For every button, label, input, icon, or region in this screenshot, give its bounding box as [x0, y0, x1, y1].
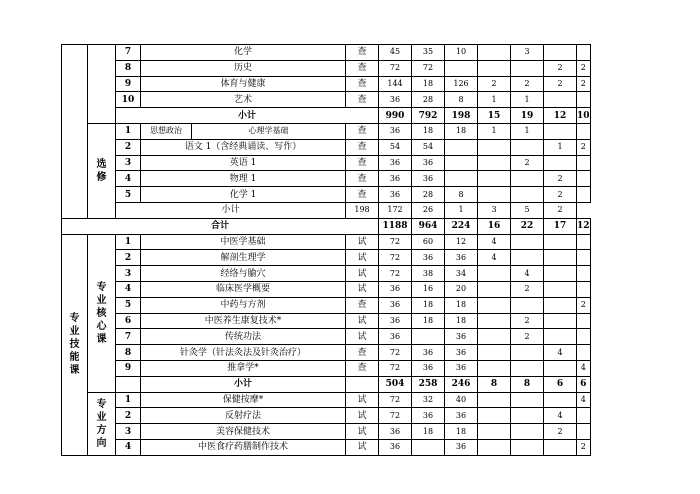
cell-total: 198 — [346, 202, 379, 218]
cell-total: 36 — [379, 424, 412, 440]
cell-total: 72 — [379, 392, 412, 408]
course-name: 临床医学概要 — [141, 281, 346, 297]
exam-type: 查 — [346, 345, 379, 361]
cell-s4 — [577, 250, 591, 266]
course-name: 保健按摩* — [141, 392, 346, 408]
cell-practice: 18 — [445, 297, 478, 313]
cell-s2 — [511, 187, 544, 203]
course-name: 化学 1 — [141, 187, 346, 203]
course-number: 1 — [116, 234, 141, 250]
cell-s1 — [478, 187, 511, 203]
category-cell — [62, 45, 88, 219]
cell-s3: 5 — [511, 202, 544, 218]
table-row — [62, 408, 591, 424]
cell-s4 — [577, 424, 591, 440]
cell-practice: 26 — [412, 202, 445, 218]
cell-theory — [412, 439, 445, 455]
exam-type: 试 — [346, 392, 379, 408]
cell-s2: 1 — [511, 92, 544, 108]
cell-s3: 2 — [544, 76, 577, 92]
cell-s1 — [478, 329, 511, 345]
cell-s2: 8 — [511, 376, 544, 392]
exam-type: 试 — [346, 424, 379, 440]
cell-s4: 2 — [577, 139, 591, 155]
course-number: 5 — [116, 187, 141, 203]
exam-type: 试 — [346, 266, 379, 282]
cell-theory: 36 — [412, 345, 445, 361]
cell-s4: 2 — [544, 202, 577, 218]
cell-s1 — [478, 392, 511, 408]
cell-s4: 2 — [577, 439, 591, 455]
cell-s3: 2 — [544, 171, 577, 187]
exam-type: 试 — [346, 329, 379, 345]
cell-s2 — [511, 139, 544, 155]
table-row — [62, 60, 591, 76]
course-number: 4 — [116, 439, 141, 455]
cell-total: 36 — [379, 155, 412, 171]
cell-theory: 18 — [412, 424, 445, 440]
course-name: 体育与健康 — [141, 76, 346, 92]
cell-total: 990 — [379, 108, 412, 124]
elective-category-label: 选修 — [96, 158, 107, 183]
cell-s2 — [511, 345, 544, 361]
cell-s3 — [544, 281, 577, 297]
cell-total: 72 — [379, 408, 412, 424]
table-row — [62, 439, 591, 455]
cell-practice — [445, 139, 478, 155]
cell-theory: 32 — [412, 392, 445, 408]
table-row — [62, 376, 591, 392]
cell-s3 — [544, 329, 577, 345]
table-row — [62, 345, 591, 361]
course-number: 8 — [116, 60, 141, 76]
table-row — [62, 171, 591, 187]
cell-theory: 54 — [412, 139, 445, 155]
cell-s1 — [478, 155, 511, 171]
course-name: 美容保健技术 — [141, 424, 346, 440]
cell-total: 72 — [379, 345, 412, 361]
cell-practice — [445, 171, 478, 187]
cell-s3: 1 — [544, 139, 577, 155]
table-row — [62, 329, 591, 345]
cell-s3 — [544, 360, 577, 376]
course-name: 推拿学* — [141, 360, 346, 376]
cell-s2 — [511, 60, 544, 76]
exam-type: 试 — [346, 408, 379, 424]
exam-type: 查 — [346, 92, 379, 108]
cell-s4 — [577, 187, 591, 203]
cell-s3: 6 — [544, 376, 577, 392]
direction-courses — [88, 392, 116, 455]
course-number: 3 — [116, 266, 141, 282]
course-number: 10 — [116, 92, 141, 108]
cell-theory: 36 — [412, 360, 445, 376]
cell-s4 — [577, 408, 591, 424]
table-row — [62, 155, 591, 171]
cell-theory: 172 — [379, 202, 412, 218]
course-name: 针灸学（针法灸法及针灸治疗） — [141, 345, 346, 361]
cell-theory: 792 — [412, 108, 445, 124]
cell-s2: 2 — [511, 155, 544, 171]
cell-s1: 1 — [445, 202, 478, 218]
course-name — [141, 123, 346, 139]
cell-s4: 2 — [577, 60, 591, 76]
cell-total: 54 — [379, 139, 412, 155]
table-row — [62, 123, 591, 139]
cell-s4 — [577, 329, 591, 345]
subtotal-label: 小计 — [141, 376, 346, 392]
cell-s3: 2 — [544, 187, 577, 203]
exam-type: 查 — [346, 123, 379, 139]
cell-s4: 4 — [577, 392, 591, 408]
cell-practice — [445, 155, 478, 171]
course-number: 4 — [116, 171, 141, 187]
cell-s4: 2 — [577, 297, 591, 313]
course-number: 5 — [116, 297, 141, 313]
cell-theory: 60 — [412, 234, 445, 250]
exam-type: 试 — [346, 439, 379, 455]
course-group: 思想政治 — [141, 124, 192, 139]
cell-s3: 4 — [544, 345, 577, 361]
cell-s3 — [544, 392, 577, 408]
subtotal-number — [116, 376, 141, 392]
cell-s2 — [511, 171, 544, 187]
table-row — [62, 297, 591, 313]
exam-type: 试 — [346, 313, 379, 329]
exam-type: 查 — [346, 155, 379, 171]
cell-s3 — [544, 250, 577, 266]
cell-practice: 12 — [445, 234, 478, 250]
cell-practice: 8 — [445, 187, 478, 203]
exam-type: 试 — [346, 234, 379, 250]
course-name: 中医食疗药膳制作技术 — [141, 439, 346, 455]
cell-total: 72 — [379, 234, 412, 250]
table-row — [62, 281, 591, 297]
cell-s2 — [511, 234, 544, 250]
cell-total: 1188 — [379, 218, 412, 234]
cell-s1: 1 — [478, 92, 511, 108]
course-number: 9 — [116, 76, 141, 92]
cell-theory: 28 — [412, 187, 445, 203]
cell-s3 — [544, 155, 577, 171]
course-number: 3 — [116, 155, 141, 171]
cell-theory: 18 — [412, 123, 445, 139]
table-body — [62, 45, 591, 456]
course-name: 解剖生理学 — [141, 250, 346, 266]
core-courses — [88, 234, 116, 392]
course-name: 经络与腧穴 — [141, 266, 346, 282]
cell-theory: 18 — [412, 76, 445, 92]
core-courses-label: 专业核心课 — [96, 281, 107, 345]
cell-s3 — [544, 266, 577, 282]
course-name: 英语 1 — [141, 155, 346, 171]
cell-practice: 20 — [445, 281, 478, 297]
cell-s3 — [544, 234, 577, 250]
cell-s2: 22 — [511, 218, 544, 234]
cell-total: 36 — [379, 171, 412, 187]
cell-theory: 28 — [412, 92, 445, 108]
cell-s1: 4 — [478, 250, 511, 266]
cell-total: 36 — [379, 92, 412, 108]
course-number: 1 — [116, 392, 141, 408]
cell-total: 504 — [379, 376, 412, 392]
cell-total: 72 — [379, 360, 412, 376]
cell-s2 — [511, 392, 544, 408]
cell-total: 36 — [379, 439, 412, 455]
cell-practice: 10 — [445, 45, 478, 61]
course-number: 4 — [116, 281, 141, 297]
cell-total: 72 — [379, 250, 412, 266]
cell-practice: 18 — [445, 313, 478, 329]
cell-s1 — [478, 313, 511, 329]
cell-s3: 4 — [544, 408, 577, 424]
course-name: 化学 — [141, 45, 346, 61]
course-number: 2 — [116, 139, 141, 155]
cell-s1: 16 — [478, 218, 511, 234]
skills-category-label: 专业技能课 — [69, 313, 80, 377]
cell-practice: 40 — [445, 392, 478, 408]
cell-practice: 126 — [445, 76, 478, 92]
table-row — [62, 313, 591, 329]
cell-practice: 36 — [445, 250, 478, 266]
course-number: 2 — [116, 408, 141, 424]
cell-s3 — [544, 313, 577, 329]
cell-practice: 246 — [445, 376, 478, 392]
course-name: 物理 1 — [141, 171, 346, 187]
cell-s4 — [577, 45, 591, 61]
table-row — [62, 218, 591, 234]
cell-s4 — [577, 266, 591, 282]
course-name: 中医养生康复技术* — [141, 313, 346, 329]
cell-s2 — [511, 250, 544, 266]
cell-s2 — [511, 424, 544, 440]
course-number: 9 — [116, 360, 141, 376]
cell-theory — [412, 329, 445, 345]
cell-practice: 18 — [445, 424, 478, 440]
grand-total-label: 合计 — [62, 218, 379, 234]
course-number: 3 — [116, 424, 141, 440]
course-number: 8 — [116, 345, 141, 361]
exam-type: 查 — [346, 76, 379, 92]
cell-theory: 964 — [412, 218, 445, 234]
cell-total: 36 — [379, 313, 412, 329]
subtotal-label: 小计 — [116, 108, 379, 124]
cell-total: 36 — [379, 123, 412, 139]
cell-s1 — [478, 345, 511, 361]
cell-s2: 1 — [511, 123, 544, 139]
course-name: 艺术 — [141, 92, 346, 108]
cell-total: 144 — [379, 76, 412, 92]
cell-s4 — [577, 234, 591, 250]
cell-s4: 4 — [577, 360, 591, 376]
cell-s2: 4 — [511, 266, 544, 282]
cell-s2 — [511, 408, 544, 424]
cell-s1 — [478, 360, 511, 376]
cell-theory: 35 — [412, 45, 445, 61]
table-row — [62, 76, 591, 92]
table-row — [62, 139, 591, 155]
exam-type: 查 — [346, 187, 379, 203]
cell-practice: 224 — [445, 218, 478, 234]
cell-theory: 72 — [412, 60, 445, 76]
cell-s1 — [478, 424, 511, 440]
cell-practice: 8 — [445, 92, 478, 108]
cell-s2 — [511, 360, 544, 376]
cell-s1 — [478, 45, 511, 61]
cell-s1 — [478, 439, 511, 455]
curriculum-table — [61, 44, 591, 456]
cell-total: 72 — [379, 266, 412, 282]
cell-s1 — [478, 408, 511, 424]
cell-s1 — [478, 281, 511, 297]
cell-s4: 10 — [577, 108, 591, 124]
cell-s1: 2 — [478, 76, 511, 92]
course-name: 历史 — [141, 60, 346, 76]
table-row — [62, 92, 591, 108]
cell-theory: 36 — [412, 155, 445, 171]
cell-total: 45 — [379, 45, 412, 61]
course-name: 传统功法 — [141, 329, 346, 345]
exam-type: 查 — [346, 139, 379, 155]
cell-s4 — [577, 345, 591, 361]
course-name: 中药与方剂 — [141, 297, 346, 313]
subcategory-cell — [88, 45, 116, 124]
course-number: 7 — [116, 45, 141, 61]
table-row — [62, 250, 591, 266]
table-row — [62, 424, 591, 440]
cell-s4: 6 — [577, 376, 591, 392]
cell-s1: 15 — [478, 108, 511, 124]
cell-s1 — [478, 60, 511, 76]
cell-s3 — [544, 123, 577, 139]
cell-s3: 17 — [544, 218, 577, 234]
cell-s1 — [478, 139, 511, 155]
table-row — [62, 202, 591, 218]
table-row — [62, 108, 591, 124]
cell-practice: 34 — [445, 266, 478, 282]
cell-practice: 36 — [445, 345, 478, 361]
course-number: 1 — [116, 123, 141, 139]
course-title: 心理学基础 — [248, 125, 289, 135]
cell-theory: 36 — [412, 408, 445, 424]
cell-theory: 36 — [412, 171, 445, 187]
exam-type: 试 — [346, 281, 379, 297]
table-row — [62, 392, 591, 408]
table-row — [62, 266, 591, 282]
cell-total: 36 — [379, 297, 412, 313]
cell-s1: 8 — [478, 376, 511, 392]
cell-theory: 18 — [412, 313, 445, 329]
cell-s2: 2 — [511, 281, 544, 297]
skills-category — [62, 234, 88, 455]
cell-theory: 38 — [412, 266, 445, 282]
table-row — [62, 187, 591, 203]
cell-practice: 36 — [445, 439, 478, 455]
cell-practice: 18 — [445, 123, 478, 139]
cell-s1: 1 — [478, 123, 511, 139]
cell-s4 — [577, 123, 591, 139]
cell-s4 — [577, 171, 591, 187]
exam-type: 查 — [346, 171, 379, 187]
cell-s2 — [511, 439, 544, 455]
cell-total: 72 — [379, 60, 412, 76]
exam-type: 查 — [346, 60, 379, 76]
cell-s1 — [478, 297, 511, 313]
cell-s2: 2 — [511, 76, 544, 92]
cell-practice: 36 — [445, 329, 478, 345]
exam-type: 试 — [346, 250, 379, 266]
cell-s1 — [478, 171, 511, 187]
exam-type: 查 — [346, 297, 379, 313]
course-name: 反射疗法 — [141, 408, 346, 424]
direction-courses-label: 专业方向 — [96, 398, 107, 449]
cell-s4 — [577, 155, 591, 171]
table-row — [62, 45, 591, 61]
cell-theory: 258 — [412, 376, 445, 392]
cell-s3: 2 — [544, 424, 577, 440]
cell-s2 — [511, 297, 544, 313]
cell-s3: 12 — [544, 108, 577, 124]
cell-s2: 19 — [511, 108, 544, 124]
table-row — [62, 234, 591, 250]
cell-practice: 36 — [445, 408, 478, 424]
cell-s4: 2 — [577, 76, 591, 92]
cell-s1 — [478, 266, 511, 282]
cell-s4 — [577, 313, 591, 329]
cell-s2: 3 — [478, 202, 511, 218]
cell-practice — [445, 60, 478, 76]
subtotal-label: 小计 — [116, 202, 346, 218]
cell-s3 — [544, 45, 577, 61]
course-number: 6 — [116, 313, 141, 329]
cell-practice: 198 — [445, 108, 478, 124]
cell-s3 — [544, 92, 577, 108]
cell-s4: 12 — [577, 218, 591, 234]
cell-total: 36 — [379, 187, 412, 203]
course-name: 中医学基础 — [141, 234, 346, 250]
cell-s2: 2 — [511, 329, 544, 345]
exam-type — [346, 376, 379, 392]
cell-practice: 36 — [445, 360, 478, 376]
course-name: 语文 1（含经典诵读、写作） — [141, 139, 346, 155]
cell-s2: 2 — [511, 313, 544, 329]
cell-s3: 2 — [544, 60, 577, 76]
cell-total: 36 — [379, 329, 412, 345]
cell-s2: 3 — [511, 45, 544, 61]
cell-s3 — [544, 297, 577, 313]
course-number: 7 — [116, 329, 141, 345]
cell-theory: 18 — [412, 297, 445, 313]
exam-type: 查 — [346, 45, 379, 61]
cell-s4 — [577, 92, 591, 108]
table-row — [62, 360, 591, 376]
cell-total: 36 — [379, 281, 412, 297]
cell-s4 — [577, 281, 591, 297]
exam-type: 查 — [346, 360, 379, 376]
cell-s3 — [544, 439, 577, 455]
cell-theory: 16 — [412, 281, 445, 297]
cell-theory: 36 — [412, 250, 445, 266]
elective-category — [88, 123, 116, 218]
cell-s1: 4 — [478, 234, 511, 250]
course-number: 2 — [116, 250, 141, 266]
